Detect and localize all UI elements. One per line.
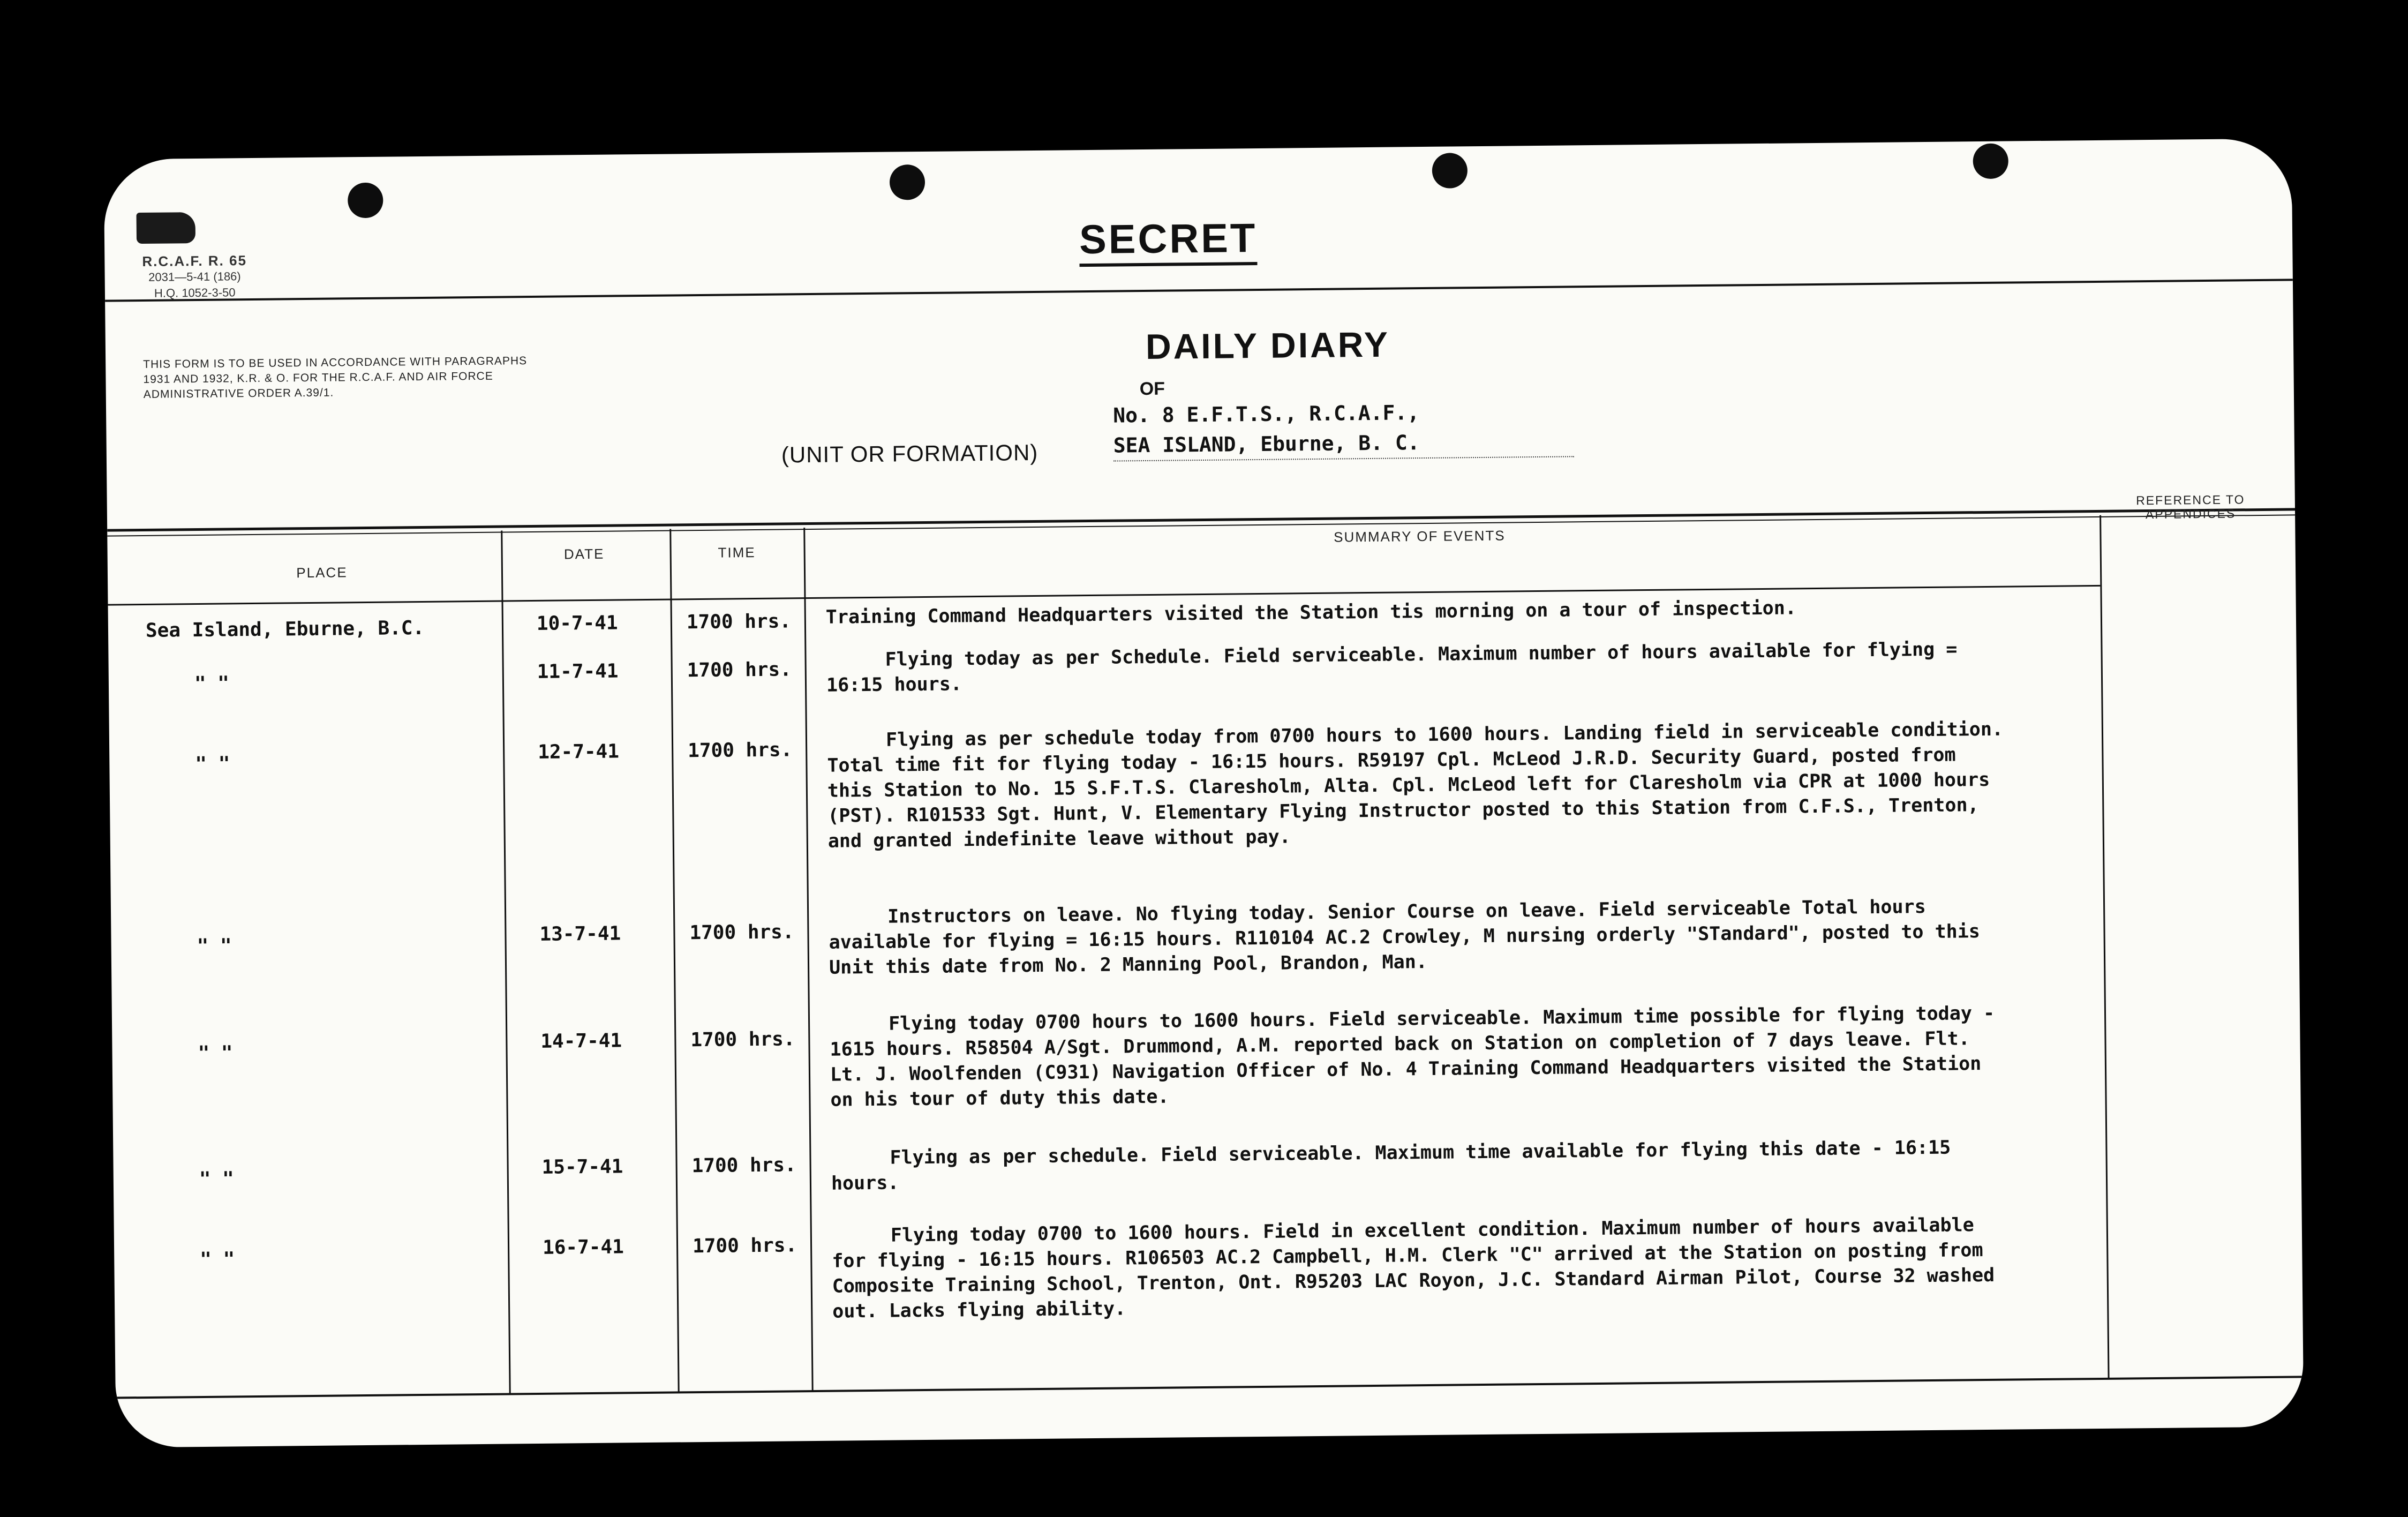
entry-7-place-ditto: " " [200,1248,235,1271]
entry-2-summary: Flying today as per Schedule. Field serviceable. Maximum number of hours available for flying = 16:15 hours. [826,639,1958,696]
entry-1-summary: Training Command Headquarters visited the Station tis morning on a tour of inspection. [825,597,1797,628]
entry-1-place: Sea Island, Eburne, B.C. [145,617,425,642]
column-header-time: TIME [718,544,756,561]
entry-4-place-ditto: " " [197,935,232,958]
entry-6-summary: Flying as per schedule. Field serviceable. Maximum time available for flying this date - 16:15 hours. [831,1137,1951,1195]
diary-card [104,138,2304,1447]
column-divider-date-time [669,529,679,1393]
entry-5-date: 14-7-41 [540,1030,622,1053]
redaction-stamp [137,212,196,244]
binder-hole-2 [890,164,925,200]
entry-5-time: 1700 hrs. [690,1028,795,1052]
form-number-block [142,252,247,302]
entry-6-place-ditto: " " [199,1168,235,1191]
column-header-reference: REFERENCE TO APPENDICES [2136,492,2245,522]
entry-3-summary: Flying as per schedule today from 0700 hours to 1600 hours. Landing field in serviceable condition. Total time fit for flying today - 16:15 hours. R59197 Cpl. McLeod J.R.D. Security Guard, posted from this Station to No. 15 S.F.T.S. Claresholm, Alta. Cpl. McLeod left for Claresholm via CPR at 1000 hours (PST). R101533 Sgt. Hunt, V. Elementary Flying Instructor posted to this Station from C.F.S., Trenton, and granted indefinite leave without pay. [827,718,2004,852]
unit-label: (UNIT OR FORMATION) [781,439,1039,468]
of-label: OF [1139,378,1165,400]
table-bottom-rule [116,1376,2304,1399]
entry-4-summary: Instructors on leave. No flying today. Senior Course on leave. Field serviceable Total hours available for flying = 16:15 hours. R110104 AC.2 Crowley, M nursing orderly "STandard", posted to this Unit this date from No. 2 Manning Pool, Brandon, Man. [829,896,1981,979]
entry-2-place-ditto: " " [194,672,230,695]
form-print-line-1: 2031—5-41 (186) [148,269,241,284]
column-header-place: PLACE [296,564,348,581]
binder-hole-1 [348,183,383,219]
secret-heading: SECRET [1079,217,1258,267]
column-divider-place-date [501,531,510,1394]
entry-3-time: 1700 hrs. [688,739,793,762]
entry-5-summary: Flying today 0700 hours to 1600 hours. Field serviceable. Maximum time possible for flying today - 1615 hours. R58504 A/Sgt. Drummond, A.M. reported back on Station on completion of 7 days leave. Flt. Lt. J. Woolfenden (C931) Navigation Officer of No. 4 Training Command Headquarters visited the Station on his tour of duty this date. [830,1002,1995,1111]
entry-2-time: 1700 hrs. [687,658,792,682]
entry-3-date: 12-7-41 [538,740,620,763]
unit-location: SEA ISLAND, Eburne, B. C. [1113,429,1574,461]
entry-3-place-ditto: " " [195,753,230,776]
entry-7-time: 1700 hrs. [692,1234,797,1258]
form-number: R.C.A.F. R. 65 [142,252,247,269]
table-top-rule [107,508,2295,531]
column-divider-summary-reference [2100,515,2109,1379]
header-rule [105,279,2293,302]
binder-hole-3 [1432,153,1468,189]
entry-1-date: 10-7-41 [536,612,618,635]
entry-6-time: 1700 hrs. [691,1154,796,1177]
binder-hole-4 [1973,144,2008,179]
entry-4-date: 13-7-41 [539,922,621,945]
form-notice: THIS FORM IS TO BE USED IN ACCORDANCE WITH PARAGRAPHS 1931 AND 1932, K.R. & O. FOR THE R.C.A.F. AND AIR FORCE ADMINISTRATIVE ORDER A.39/1. [143,355,528,401]
unit-name: No. 8 E.F.T.S., R.C.A.F., [1113,401,1420,427]
entry-5-place-ditto: " " [198,1042,233,1065]
column-header-date: DATE [563,545,605,562]
entry-4-time: 1700 hrs. [689,921,794,944]
diary-title: DAILY DIARY [1145,324,1390,367]
entry-7-summary: Flying today 0700 to 1600 hours. Field in excellent condition. Maximum number of hours available for flying - 16:15 hours. R106503 AC.2 Campbell, H.M. Clerk "C" arrived at the Station on posting from Composite Training School, Trenton, Ont. R95203 LAC Royon, J.C. Standard Airman Pilot, Course 32 washed out. Lacks flying ability. [832,1214,1995,1323]
form-print-line-2: H.Q. 1052-3-50 [154,286,236,300]
entry-6-date: 15-7-41 [541,1155,623,1178]
entry-1-time: 1700 hrs. [686,610,792,634]
column-header-summary: SUMMARY OF EVENTS [1333,527,1506,545]
column-divider-time-summary [803,528,813,1391]
entry-2-date: 11-7-41 [537,660,619,683]
entry-7-date: 16-7-41 [542,1236,624,1259]
